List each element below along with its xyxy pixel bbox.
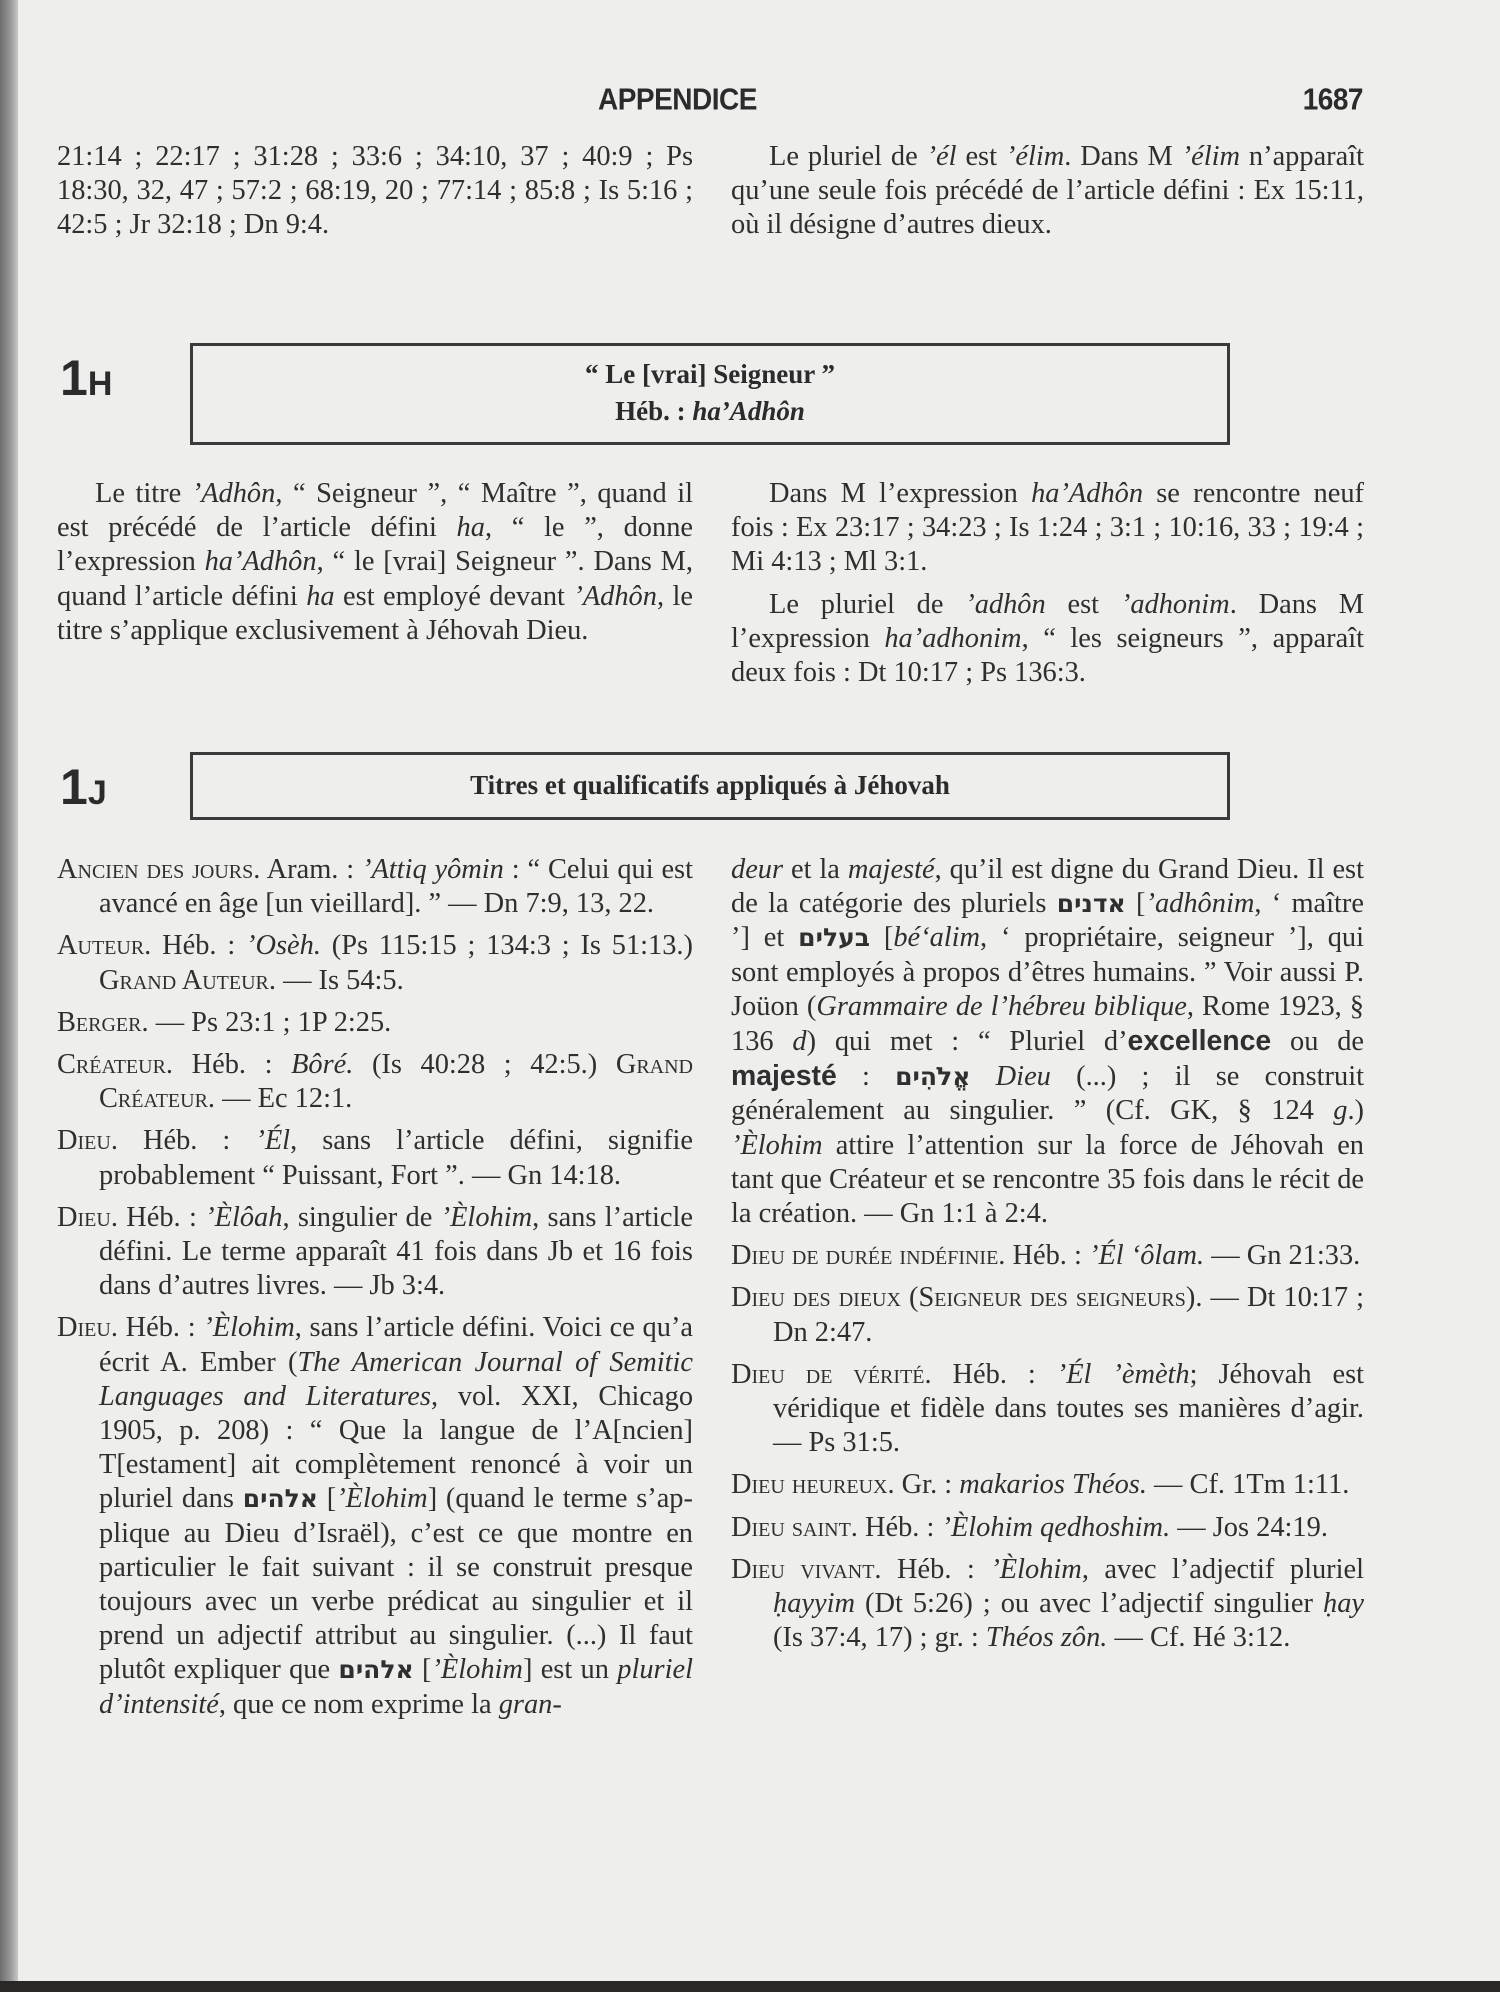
entry-dieu-de-duree-indefinie: Dieu de durée indéfinie. Héb. : ’Él ‘ôlam. — Gn 21:33. bbox=[731, 1240, 1361, 1272]
section-title-box-1h bbox=[190, 343, 1230, 445]
entry-dieu-elohim: Dieu. Héb. : ’Èlohim, sans l’article défini. Voici ce qu’a écrit A. Ember (The American Journal of Semitic Languages and Literatures, vol. XXI, Chicago 1905, p. 208) : “ Que la langue de l’A[ncien] T[estament] ait complètement renoncé à voir un pluriel dans אלהים [’Èlohim] (quand le terme s’applique au Dieu d’Israël), c’est ce que montre en particulier le fait suivant : il se construit presque toujours avec un verbe prédicat au singulier et il prend un adjectif attribut au singulier. (...) Il faut plutôt expliquer que אלהים [’Èlohim] est un pluriel d’intensité, que ce nom exprime la gran- bbox=[57, 1312, 694, 1720]
entry-dieu-heureux: Dieu heureux. Gr. : makarios Théos. — Cf. 1Tm 1:11. bbox=[731, 1469, 1350, 1501]
paragraph-elim: Le pluriel de ’él est ’élim. Dans M ’élim n’apparaît qu’une seule fois précédé de l’article défini : Ex 15:11, où il désigne d’autres dieux. bbox=[731, 141, 1364, 241]
scan-bottom-edge bbox=[0, 1981, 1500, 1992]
split-word-gran: gran- bbox=[498, 1688, 562, 1720]
section-label-1h: 1H bbox=[60, 350, 113, 406]
hebrew-word-bealim: בעלים bbox=[798, 923, 870, 953]
section-1h-right-column bbox=[731, 477, 1364, 690]
hebrew-word-adhonim: אדנים bbox=[1056, 889, 1126, 919]
entry-dieu-des-dieux: Dieu des dieux (Seigneur des seigneurs). — Dt 10:17 ; Dn 2:47. bbox=[731, 1282, 1364, 1348]
scripture-references: 21:14 ; 22:17 ; 31:28 ; 33:6 ; 34:10, 37 ; 40:9 ; Ps 18:30, 32, 47 ; 57:2 ; 68:19, 20 ; 77:14 ; 85:8 ; Is 5:16 ; 42:5 ; Jr 32:18 ; Dn 9:4. bbox=[57, 141, 693, 241]
top-left-column bbox=[57, 140, 693, 243]
section-title-box-1j bbox=[190, 752, 1230, 820]
page-number: 1687 bbox=[1302, 82, 1363, 117]
entry-berger: Berger. — Ps 23:1 ; 1P 2:25. bbox=[57, 1006, 392, 1038]
running-header-title: APPENDICE bbox=[598, 82, 757, 117]
section-1h-left-column bbox=[57, 477, 693, 648]
entry-ancien-des-jours: Ancien des jours. Aram. : ’Attiq yômin : “ Celui qui est avancé en âge [un vieillard]. ” — Dn 7:9, 13, 22. bbox=[57, 854, 693, 920]
section-label-1j: 1J bbox=[60, 759, 107, 815]
section-subtitle-1h: Héb. : ha’Adhôn bbox=[615, 396, 805, 426]
section-title-1j: Titres et qualificatifs appliqués à Jéhovah bbox=[470, 770, 950, 800]
section-title-1h: “ Le [vrai] Seigneur ” bbox=[585, 359, 835, 389]
section-1j-right-column bbox=[731, 853, 1364, 1663]
entry-dieu-elohim-continued: deur et la majesté, qu’il est digne du Grand Dieu. Il est de la catégorie des pluriels אדנים [’adhônim, ‘ maître ’] et בעלים [bé‘alim, ‘ propriétaire, seigneur ’], qui sont employés à propos d’êtres humains. ” Voir aussi P. Joüon (Grammaire de l’hébreu biblique, Rome 1923, § 136 d) qui met : “ Pluriel d’excellence ou de majesté : אֱלֹהִים Dieu (...) ; il se construit généralement au singulier. ” (Cf. GK, § 124 g.) ’Èlohim attire l’attention sur la force de Jéhovah en tant que Créateur et se rencontre 35 fois dans le récit de la création. — Gn 1:1 à 2:4. bbox=[731, 854, 1364, 1230]
top-right-column bbox=[731, 140, 1364, 243]
book-spine-shadow bbox=[0, 0, 18, 1992]
paragraph-ha-adhon-occurrences: Dans M l’expression ha’Adhôn se rencontre neuf fois : Ex 23:17 ; 34:23 ; Is 1:24 ; 3:1 ; 10:16, 33 ; 19:4 ; Mi 4:13 ; Ml 3:1. bbox=[731, 478, 1365, 578]
paragraph-adhonim: Le pluriel de ’adhôn est ’adhonim. Dans M l’expression ha’adhonim, “ les seigneurs ”, apparaît deux fois : Dt 10:17 ; Ps 136:3. bbox=[731, 588, 1364, 689]
hebrew-word-elohim-pointed: אֱלֹהִים bbox=[895, 1062, 971, 1092]
entry-dieu-el: Dieu. Héb. : ’Él, sans l’article défini, signifie probablement “ Puissant, Fort ”. — Gn 14:18. bbox=[57, 1125, 694, 1191]
entry-createur: Créateur. Héb. : Bôré. (Is 40:28 ; 42:5.) Grand Créateur. — Ec 12:1. bbox=[57, 1049, 694, 1115]
section-1j-left-column bbox=[57, 853, 693, 1730]
entry-dieu-vivant: Dieu vivant. Héb. : ’Èlohim, avec l’adjectif pluriel ḥayyim (Dt 5:26) ; ou avec l’adjectif singulier ḥay (Is 37:4, 17) ; gr. : Théos zôn. — Cf. Hé 3:12. bbox=[731, 1553, 1365, 1654]
entry-dieu-saint: Dieu saint. Héb. : ’Èlohim qedhoshim. — Jos 24:19. bbox=[731, 1511, 1328, 1543]
entry-dieu-de-verite: Dieu de vérité. Héb. : ’Él ’èmèth; Jéhovah est véridique et fidèle dans toutes ses manières d’agir. — Ps 31:5. bbox=[731, 1358, 1365, 1459]
hebrew-word-elohim: אלהים bbox=[242, 1484, 318, 1514]
entry-dieu-eloah: Dieu. Héb. : ’Èlôah, singulier de ’Èlohim, sans l’article défini. Le terme apparaît 41 fois dans Jb et 16 fois dans d’autres livres. — Jb 3:4. bbox=[57, 1201, 693, 1302]
hebrew-word-elohim: אלהים bbox=[338, 1655, 414, 1685]
paragraph-adhon-title: Le titre ’Adhôn, “ Seigneur ”, “ Maître ”, quand il est précédé de l’article défini ha, “ le ”, donne l’expression ha’Adhôn, “ le [vrai] Seigneur ”. Dans M, quand l’article défini ha est employé devant ’Adhôn, le titre s’applique exclusivement à Jéhovah Dieu. bbox=[57, 478, 694, 646]
entry-auteur: Auteur. Héb. : ’Osèh. (Ps 115:15 ; 134:3 ; Is 51:13.) Grand Auteur. — Is 54:5. bbox=[57, 930, 693, 996]
